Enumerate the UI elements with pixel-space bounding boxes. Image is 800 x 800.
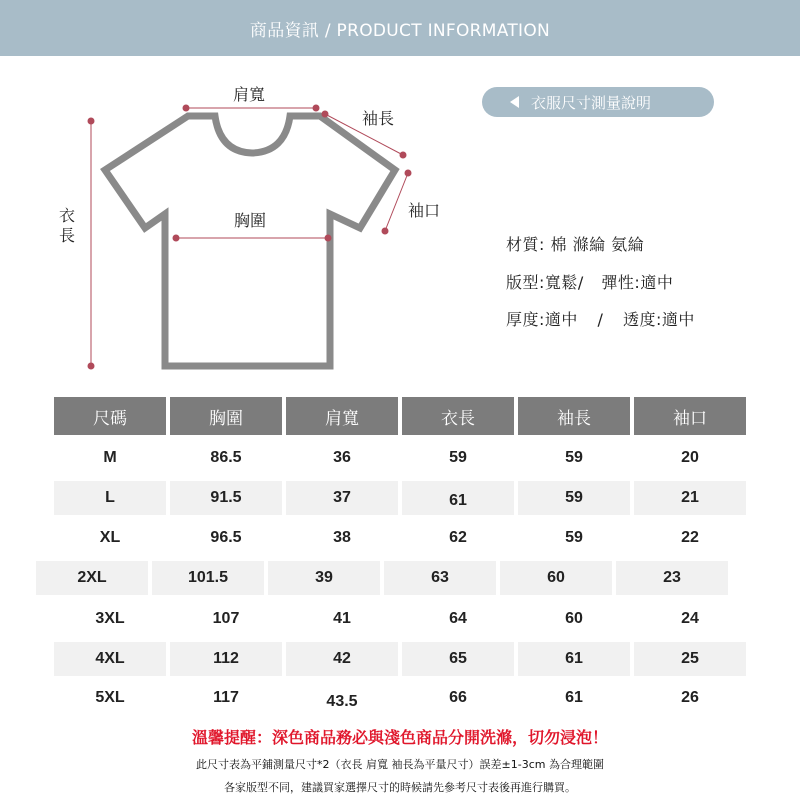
- table-cell: XL: [99, 529, 121, 546]
- table-cell: 60: [565, 610, 583, 627]
- size-guide-button[interactable]: [482, 87, 714, 117]
- length-label-top: 衣: [58, 206, 75, 225]
- header-cell: 袖長: [518, 397, 630, 435]
- table-cell: 59: [518, 481, 630, 515]
- table-cell: 36: [333, 449, 351, 466]
- spec-transparency-key: 透度:: [623, 310, 662, 329]
- table-cell: M: [103, 449, 117, 466]
- measurement-note: 此尺寸表為平鋪測量尺寸*2（衣長 肩寬 袖長為平量尺寸）誤差±1-3cm 為合理範圍: [196, 758, 604, 771]
- spec-elastic-key: 彈性:: [601, 273, 641, 292]
- table-cell: 20: [681, 449, 699, 466]
- table-cell: 25: [634, 642, 746, 676]
- shoulder-label: 肩寬: [233, 85, 266, 104]
- table-cell: 64: [449, 610, 467, 627]
- table-cell: 43.5: [326, 693, 358, 710]
- cuff-dot-bottom: [382, 228, 389, 235]
- header-cell: 袖口: [634, 397, 746, 435]
- table-cell: 63: [384, 561, 496, 595]
- spec-fit: [506, 270, 673, 293]
- table-cell: 62: [449, 529, 467, 546]
- washing-warning: 溫馨提醒：深色商品務必與淺色商品分開洗滌，切勿浸泡！: [191, 728, 608, 747]
- tshirt-outline: [105, 116, 395, 366]
- table-cell: 65: [402, 642, 514, 676]
- table-cell: 42: [286, 642, 398, 676]
- table-cell: 60: [500, 561, 612, 595]
- spec-material-key: 材質:: [506, 235, 545, 254]
- spec-fit-key: 版型:: [506, 273, 545, 292]
- table-cell: 37: [286, 481, 398, 515]
- chest-dot-right: [325, 235, 332, 242]
- header-cell: 胸圍: [170, 397, 282, 435]
- table-cell: 21: [634, 481, 746, 515]
- table-cell: 107: [212, 610, 240, 627]
- table-cell: 112: [170, 642, 282, 676]
- table-cell: 91.5: [170, 481, 282, 515]
- table-cell: 26: [681, 689, 699, 706]
- shoulder-dot-right: [313, 105, 320, 112]
- header-cell: 尺碼: [54, 397, 166, 435]
- spec-fit-value: 寬鬆/: [544, 273, 584, 292]
- table-cell: 2XL: [36, 561, 148, 595]
- length-label-bottom: 長: [58, 226, 75, 245]
- table-cell: 59: [565, 529, 583, 546]
- spec-material-value: 棉 滌綸 氨綸: [550, 235, 645, 254]
- table-cell: 38: [333, 529, 351, 546]
- shoulder-dot-left: [183, 105, 190, 112]
- table-cell: 59: [565, 449, 583, 466]
- table-cell: 101.5: [152, 561, 264, 595]
- chest-dot-left: [173, 235, 180, 242]
- size-guide-label: 衣服尺寸測量說明: [531, 93, 652, 112]
- sleeve-dot-top: [322, 111, 329, 118]
- table-cell: 22: [681, 529, 699, 546]
- length-dot-top: [88, 118, 95, 125]
- chest-label: 胸圍: [234, 211, 267, 230]
- spec-thickness-key: 厚度:: [506, 310, 545, 329]
- spec-elastic-value: 適中: [640, 273, 674, 292]
- length-label: [58, 206, 76, 246]
- table-cell: 39: [268, 561, 380, 595]
- sleeve-length-label: 袖長: [362, 109, 395, 128]
- table-cell: 66: [449, 689, 467, 706]
- table-cell: 23: [616, 561, 728, 595]
- spec-separator: /: [597, 310, 604, 329]
- spec-material: [506, 232, 644, 255]
- table-cell: 41: [333, 610, 351, 627]
- header-cell: 肩寬: [286, 397, 398, 435]
- table-cell: 59: [449, 449, 467, 466]
- table-cell: L: [54, 481, 166, 515]
- table-cell: 61: [518, 642, 630, 676]
- table-cell: 86.5: [210, 449, 242, 466]
- table-cell: 4XL: [54, 642, 166, 676]
- spec-thickness-value: 適中: [544, 310, 578, 329]
- table-cell: 61: [402, 481, 514, 515]
- banner-title: 商品資訊 / PRODUCT INFORMATION: [249, 20, 551, 41]
- sleeve-dot-bottom: [400, 152, 407, 159]
- spec-transparency-value: 適中: [661, 310, 695, 329]
- table-cell: 96.5: [210, 529, 242, 546]
- length-dot-bottom: [88, 363, 95, 370]
- top-banner: [0, 0, 800, 56]
- spec-thickness: [506, 307, 695, 330]
- arrow-left-icon: [510, 96, 519, 108]
- table-cell: 3XL: [95, 610, 125, 627]
- header-cell: 衣長: [402, 397, 514, 435]
- table-cell: 61: [565, 689, 583, 706]
- table-cell: 5XL: [95, 689, 125, 706]
- table-cell: 24: [681, 610, 699, 627]
- table-cell: 117: [213, 689, 239, 706]
- cuff-dot-top: [405, 170, 412, 177]
- cuff-label: 袖口: [408, 201, 441, 220]
- sizing-advice-note: 各家版型不同，建議買家選擇尺寸的時候請先參考尺寸表後再進行購買。: [224, 781, 576, 794]
